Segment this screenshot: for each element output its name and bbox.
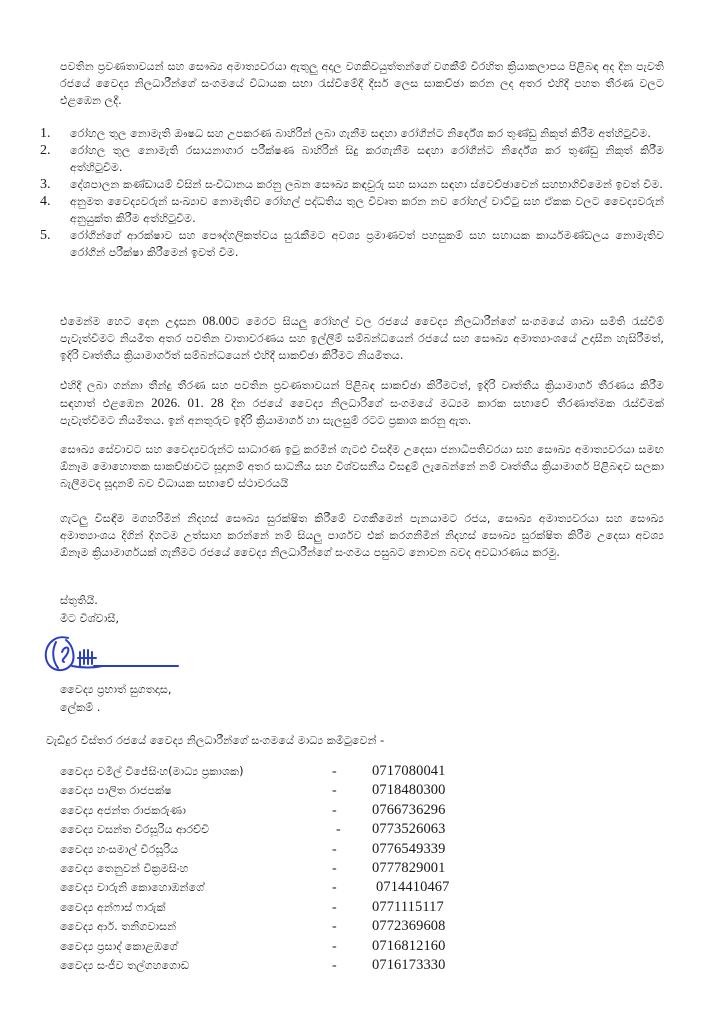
contact-name: වෛද්‍ය ආර්. තනිගවාසන් xyxy=(60,920,177,934)
contacts-heading: වැඩිදුර විස්තර රජයේ වෛද්‍ය නිලධාරීන්ගේ සංගමයේ මාධ්‍ය කමිටුවෙන් - xyxy=(46,734,385,747)
contact-separator: - xyxy=(332,880,337,896)
final-paragraph: ගැටලු විසඳීම මගහරිමින් නිදහස් සෞඛ්‍ය සුරක්ෂිත කිරීමේ වගකීමෙන් පැනයාමට රජය, සෞඛ්‍ය අමාත්‍යවරයා සහ සෞඛ්‍ය අමාත්‍යාංශය දිගින් දිගටම උත්සාහ කරන්නේ නම් සියලු පාර්ශව එක් කරගනිමින් නිදහස් සෞඛ්‍ය සුරක්ෂිත කිරීම උදෙසා අවශ්‍ය ඕනෑම ක්‍රියාමාර්ගයක් ගැනීමට රජයේ වෛද්‍ය නිලධාරීන්ගේ සංගමය පසුබට නොවන බවද අවධාරණය කරමු. xyxy=(60,512,664,559)
contact-phone: 0776549339 xyxy=(372,840,446,857)
decision-item xyxy=(40,125,664,142)
contact-phone: 0773526063 xyxy=(372,821,446,838)
decision-item xyxy=(40,176,664,193)
decision-item xyxy=(40,142,664,176)
contact-row xyxy=(60,898,480,917)
contact-phone: 0716812160 xyxy=(372,937,446,954)
closing-thanks: ස්තුතියි. xyxy=(60,594,98,607)
contact-phone: 0716173330 xyxy=(372,956,446,973)
contact-row xyxy=(60,762,480,781)
contact-name: වෛද්‍ය චාරුනි කොහොඹන්ගේ xyxy=(60,881,205,895)
contact-phone: 0772369608 xyxy=(372,918,446,935)
branch-meetings-paragraph xyxy=(60,312,664,364)
contact-separator: - xyxy=(332,919,337,935)
decision-item xyxy=(40,227,664,261)
dialogue-paragraph: සෞඛ්‍ය සේවාවට සහ වෛද්‍යවරුන්ට සාධාරණ ඉටු කරමින් ගැටළු විසදීම උදෙසා ජනාධිපතිවරයා සහ සෞඛ්‍ය අමාත්‍යවරයා සමඟ ඕනෑම මොහොතක සාකච්ඡාවට සූදානම් අතර සාධනීය සහ විශ්වසනීය විසඳුම් ලැබෙන්නේ නම් වෘත්තීය ක්‍රියාමාර්ග පිළිබඳව සලකා බැලීමටද සූදානම් බව විධායක සභාවේ ස්ථාවරයයි xyxy=(60,443,664,490)
contact-separator: - xyxy=(332,957,337,973)
branch-text-end: ට මෙරට සියලු රෝහල් වල රජයේ වෛද්‍ය නිලධාරීන්ගේ සංගමයේ ශාඛා සමිති රැස්වීම් පැවැත්වීමට නියමිත අතර පවතින වාතාවරණය සහ ඉල්ලීම් සම්බන්ධයෙන් රජයේ සහ සෞඛ්‍ය අමාත්‍යාංශයේ උදාසීන හැසිරීමත්, ඉදිරි වෘත්තීය ක්‍රියාමාර්ගත් සම්බන්ධයෙන් එහිදී සාකච්ඡා කිරීමට නියමිතය. xyxy=(60,315,665,362)
contact-name: වෛද්‍ය හංසමාල් වීරසූරිය xyxy=(60,842,179,856)
decision-text: රෝහල තුල නොමැති ඖෂධ සහ උපකරණ බාහිරින් ලබා ගැනීම සඳහා රෝගීන්ට නිර්දේශ කර තුණ්ඩු නිකුත් කිරීම අත්හිටුවීම. xyxy=(70,127,651,140)
central-text-start: එහිදී ලබා ගන්නා තීන්දු තීරණ සහ පවතින ප්‍රවණතාවයන් පිළිබඳ සාකච්ඡා කිරීමටත්, ඉදිරි වෘත්තීය ක්‍රියාමාර්ග තීරණය කිරීම සඳහාත් එළඹෙන xyxy=(60,379,664,410)
decision-item xyxy=(40,193,664,227)
contact-row xyxy=(60,781,480,800)
contact-row xyxy=(60,840,480,859)
contact-separator: - xyxy=(332,899,337,915)
contact-separator: - xyxy=(332,938,337,954)
contact-row xyxy=(60,801,480,820)
central-text-end: දින රජයේ වෛද්‍ය නිලධාරිගේ සංගමයේ මධ්‍යම කාරක සභාවේ තීරණාත්මක රැස්වීමක් පැවැත්වීමට නියමිතය. ඉන් අනතුරුව ඉදිරි ක්‍රියාමාර්ග හා සැලසුම් රටට ප්‍රකාශ කරනු ඇත. xyxy=(60,397,664,427)
decision-text: අනුමත වෛද්‍යවරුන් සංඛ්‍යාව නොමැතිව රෝහල් පද්ධතිය තුල විවෘත කරන නව රෝහල් වාට්ටු සහ ඒකක වලට වෛද්‍යවරුන් අනුයුක්ත කිරීම අත්හිටුවීම. xyxy=(70,195,664,225)
signatory-name: වෛද්‍ය ප්‍රභාත් සුගතදාස, xyxy=(60,683,172,696)
signature-strokes xyxy=(46,637,178,670)
contact-name: වෛද්‍ය ප්‍රසාද් කොළඹගේ xyxy=(60,939,178,953)
intro-paragraph: පවතින ප්‍රවණතාවයන් සහ සෞඛ්‍ය අමාත්‍යවරයා ඇතුලු අදාල වගකිවයුත්තන්ගේ වගකීම් විරහිත ක්‍රියාකලාපය පිළිබඳ අද දින පැවති රජයේ වෛද්‍ය නිලධාරීන්ගේ සංගමයේ විධායක සභා රැස්වීමේදී දීර්ඝ ලෙස සාකච්ඡා කරන ලද අතර එහිදී පහත තීරණ වලට එළඹෙන ලදී. xyxy=(60,60,664,107)
contact-phone: 0766736296 xyxy=(372,801,446,818)
contact-name: වෛද්‍ය චමිල් විජේසිංහ(මාධ්‍ය ප්‍රකාශක) xyxy=(60,765,244,778)
decision-text: රෝගීන්ගේ ආරක්ෂාව සහ පෞද්ගලිකත්වය සුරැකීමට අවශ්‍ය ප්‍රමාණවත් පහසුකම් සහ සහායක කාර්යමණ්ඩලය නොමැතිව රෝගීන් පරීක්ෂා කිරීමෙන් ඉවත් වීම. xyxy=(70,229,664,259)
decision-number: 2. xyxy=(40,143,51,158)
contact-name: වෛද්‍ය අන්ෆාස් ෆාරුක් xyxy=(60,900,166,914)
contact-separator: - xyxy=(332,841,337,857)
contact-phone: 0777829001 xyxy=(372,859,446,876)
contact-name: වෛද්‍ය සංජීව තල්ගහගොඩ xyxy=(60,958,190,972)
contact-row xyxy=(60,820,480,839)
contact-separator: - xyxy=(332,783,337,799)
media-contacts-list xyxy=(60,762,480,975)
closing-yours-faithfully: මීට විශ්වාසී, xyxy=(60,612,120,625)
contact-row xyxy=(60,878,480,897)
contact-row xyxy=(60,956,480,975)
contact-row xyxy=(60,917,480,936)
signature-image xyxy=(42,632,182,678)
contact-row xyxy=(60,937,480,956)
contact-separator: - xyxy=(332,860,337,876)
contact-phone: 0771115117 xyxy=(372,898,444,915)
contact-name: වෛද්‍ය අජන්ත රාජකරුණා xyxy=(60,803,186,817)
meeting-time: 08.00 xyxy=(202,313,232,328)
decision-text: රෝහල තුල නොමැති රසායනාගාර පරීක්ෂණ බාහිරින් සිදු කරගැනීම සඳහා රෝගීන්ට නිර්දේශ කර තුණ්ඩු නිකුත් කිරීම අත්හිටුවීම. xyxy=(70,144,664,174)
contact-row xyxy=(60,859,480,878)
contact-separator: - xyxy=(332,764,337,779)
meeting-date: 2026. 01. 28 xyxy=(151,395,224,410)
contact-name: වෛද්‍ය තෙනුවන් වික්‍රමසිංහ xyxy=(60,861,189,875)
branch-text-start: එමෙන්ම හෙට දෙන උදෑසන xyxy=(60,315,203,328)
contact-separator: - xyxy=(336,822,341,838)
decision-number: 1. xyxy=(40,126,51,141)
contact-name: වෛද්‍ය පාලිත රාජපක්ෂ xyxy=(60,784,172,798)
contact-separator: - xyxy=(332,802,337,818)
decision-number: 4. xyxy=(40,194,51,209)
contact-phone: 0718480300 xyxy=(372,782,446,799)
central-committee-paragraph xyxy=(60,377,664,429)
decision-number: 5. xyxy=(40,228,51,243)
contact-phone: 0717080041 xyxy=(372,763,446,779)
decisions-list xyxy=(40,125,664,261)
signatory-title: ලේකම් . xyxy=(60,701,101,714)
decision-number: 3. xyxy=(40,177,51,192)
contact-phone: 0714410467 xyxy=(376,879,450,896)
contact-name: වෛද්‍ය වසන්ත වීරසූරිය ආරච්චි xyxy=(60,823,210,837)
decision-text: දේශපාලන කණ්ඩායම් විසින් සංවිධානය කරනු ලබන සෞඛ්‍ය කඳවුරු සහ සායන සඳහා ස්වෙච්ඡාවෙන් සහභාගිවීමෙන් ඉවත් වීම. xyxy=(70,178,663,191)
